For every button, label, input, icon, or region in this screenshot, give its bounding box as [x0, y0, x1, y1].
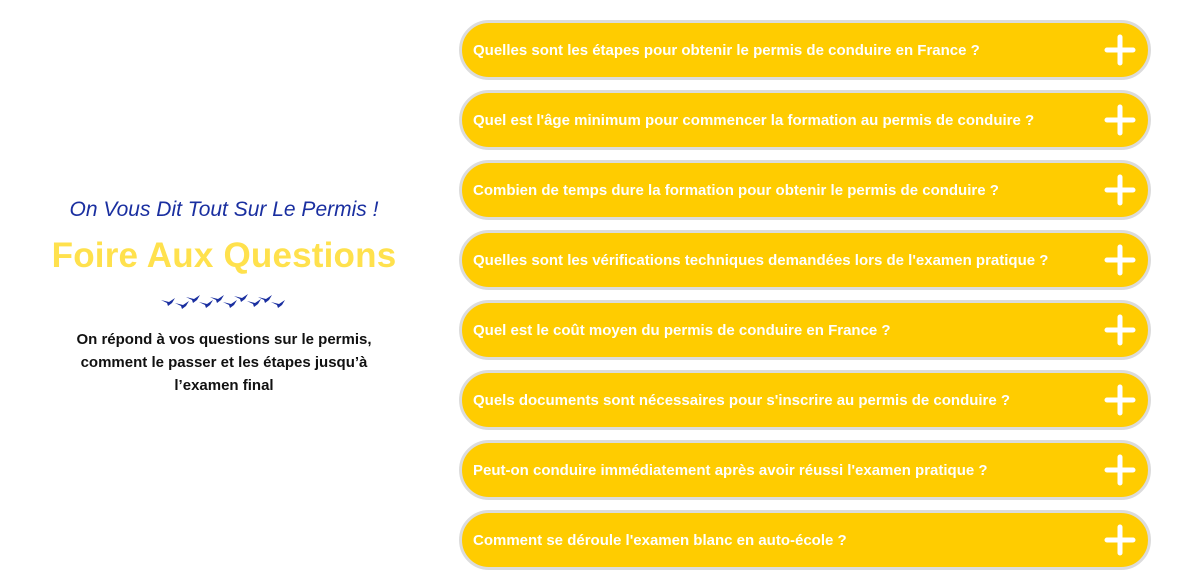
- faq-question: Comment se déroule l'examen blanc en auto-école ?: [473, 531, 847, 549]
- birds-divider-icon: [159, 292, 289, 310]
- faq-question: Peut-on conduire immédiatement après avoir réussi l'examen pratique ?: [473, 461, 988, 479]
- faq-tagline: On Vous Dit Tout Sur Le Permis !: [69, 198, 379, 221]
- faq-item-etapes[interactable]: [459, 20, 1151, 80]
- faq-item-examen-blanc[interactable]: [459, 510, 1151, 570]
- faq-item-age-minimum[interactable]: [459, 90, 1151, 150]
- plus-icon[interactable]: [1104, 244, 1136, 276]
- faq-question: Quelles sont les étapes pour obtenir le permis de conduire en France ?: [473, 41, 980, 59]
- faq-item-cout-moyen[interactable]: [459, 300, 1151, 360]
- plus-icon[interactable]: [1104, 384, 1136, 416]
- faq-item-duree-formation[interactable]: [459, 160, 1151, 220]
- faq-accordion: [459, 20, 1151, 580]
- faq-question: Combien de temps dure la formation pour obtenir le permis de conduire ?: [473, 181, 999, 199]
- faq-item-conduire-apres[interactable]: [459, 440, 1151, 500]
- faq-question: Quel est l'âge minimum pour commencer la formation au permis de conduire ?: [473, 111, 1035, 129]
- plus-icon[interactable]: [1104, 524, 1136, 556]
- plus-icon[interactable]: [1104, 34, 1136, 66]
- faq-title: Foire Aux Questions: [51, 236, 397, 275]
- faq-item-verifications[interactable]: [459, 230, 1151, 290]
- faq-item-documents[interactable]: [459, 370, 1151, 430]
- faq-question: Quels documents sont nécessaires pour s'inscrire au permis de conduire ?: [473, 391, 1011, 409]
- plus-icon[interactable]: [1104, 454, 1136, 486]
- plus-icon[interactable]: [1104, 104, 1136, 136]
- faq-description: On répond à vos questions sur le permis, comment le passer et les étapes jusqu’à l’examen final: [76, 331, 372, 394]
- plus-icon[interactable]: [1104, 314, 1136, 346]
- faq-question: Quel est le coût moyen du permis de conduire en France ?: [473, 321, 891, 339]
- faq-intro: [36, 196, 412, 397]
- plus-icon[interactable]: [1104, 174, 1136, 206]
- faq-question: Quelles sont les vérifications techniques demandées lors de l'examen pratique ?: [473, 251, 1049, 269]
